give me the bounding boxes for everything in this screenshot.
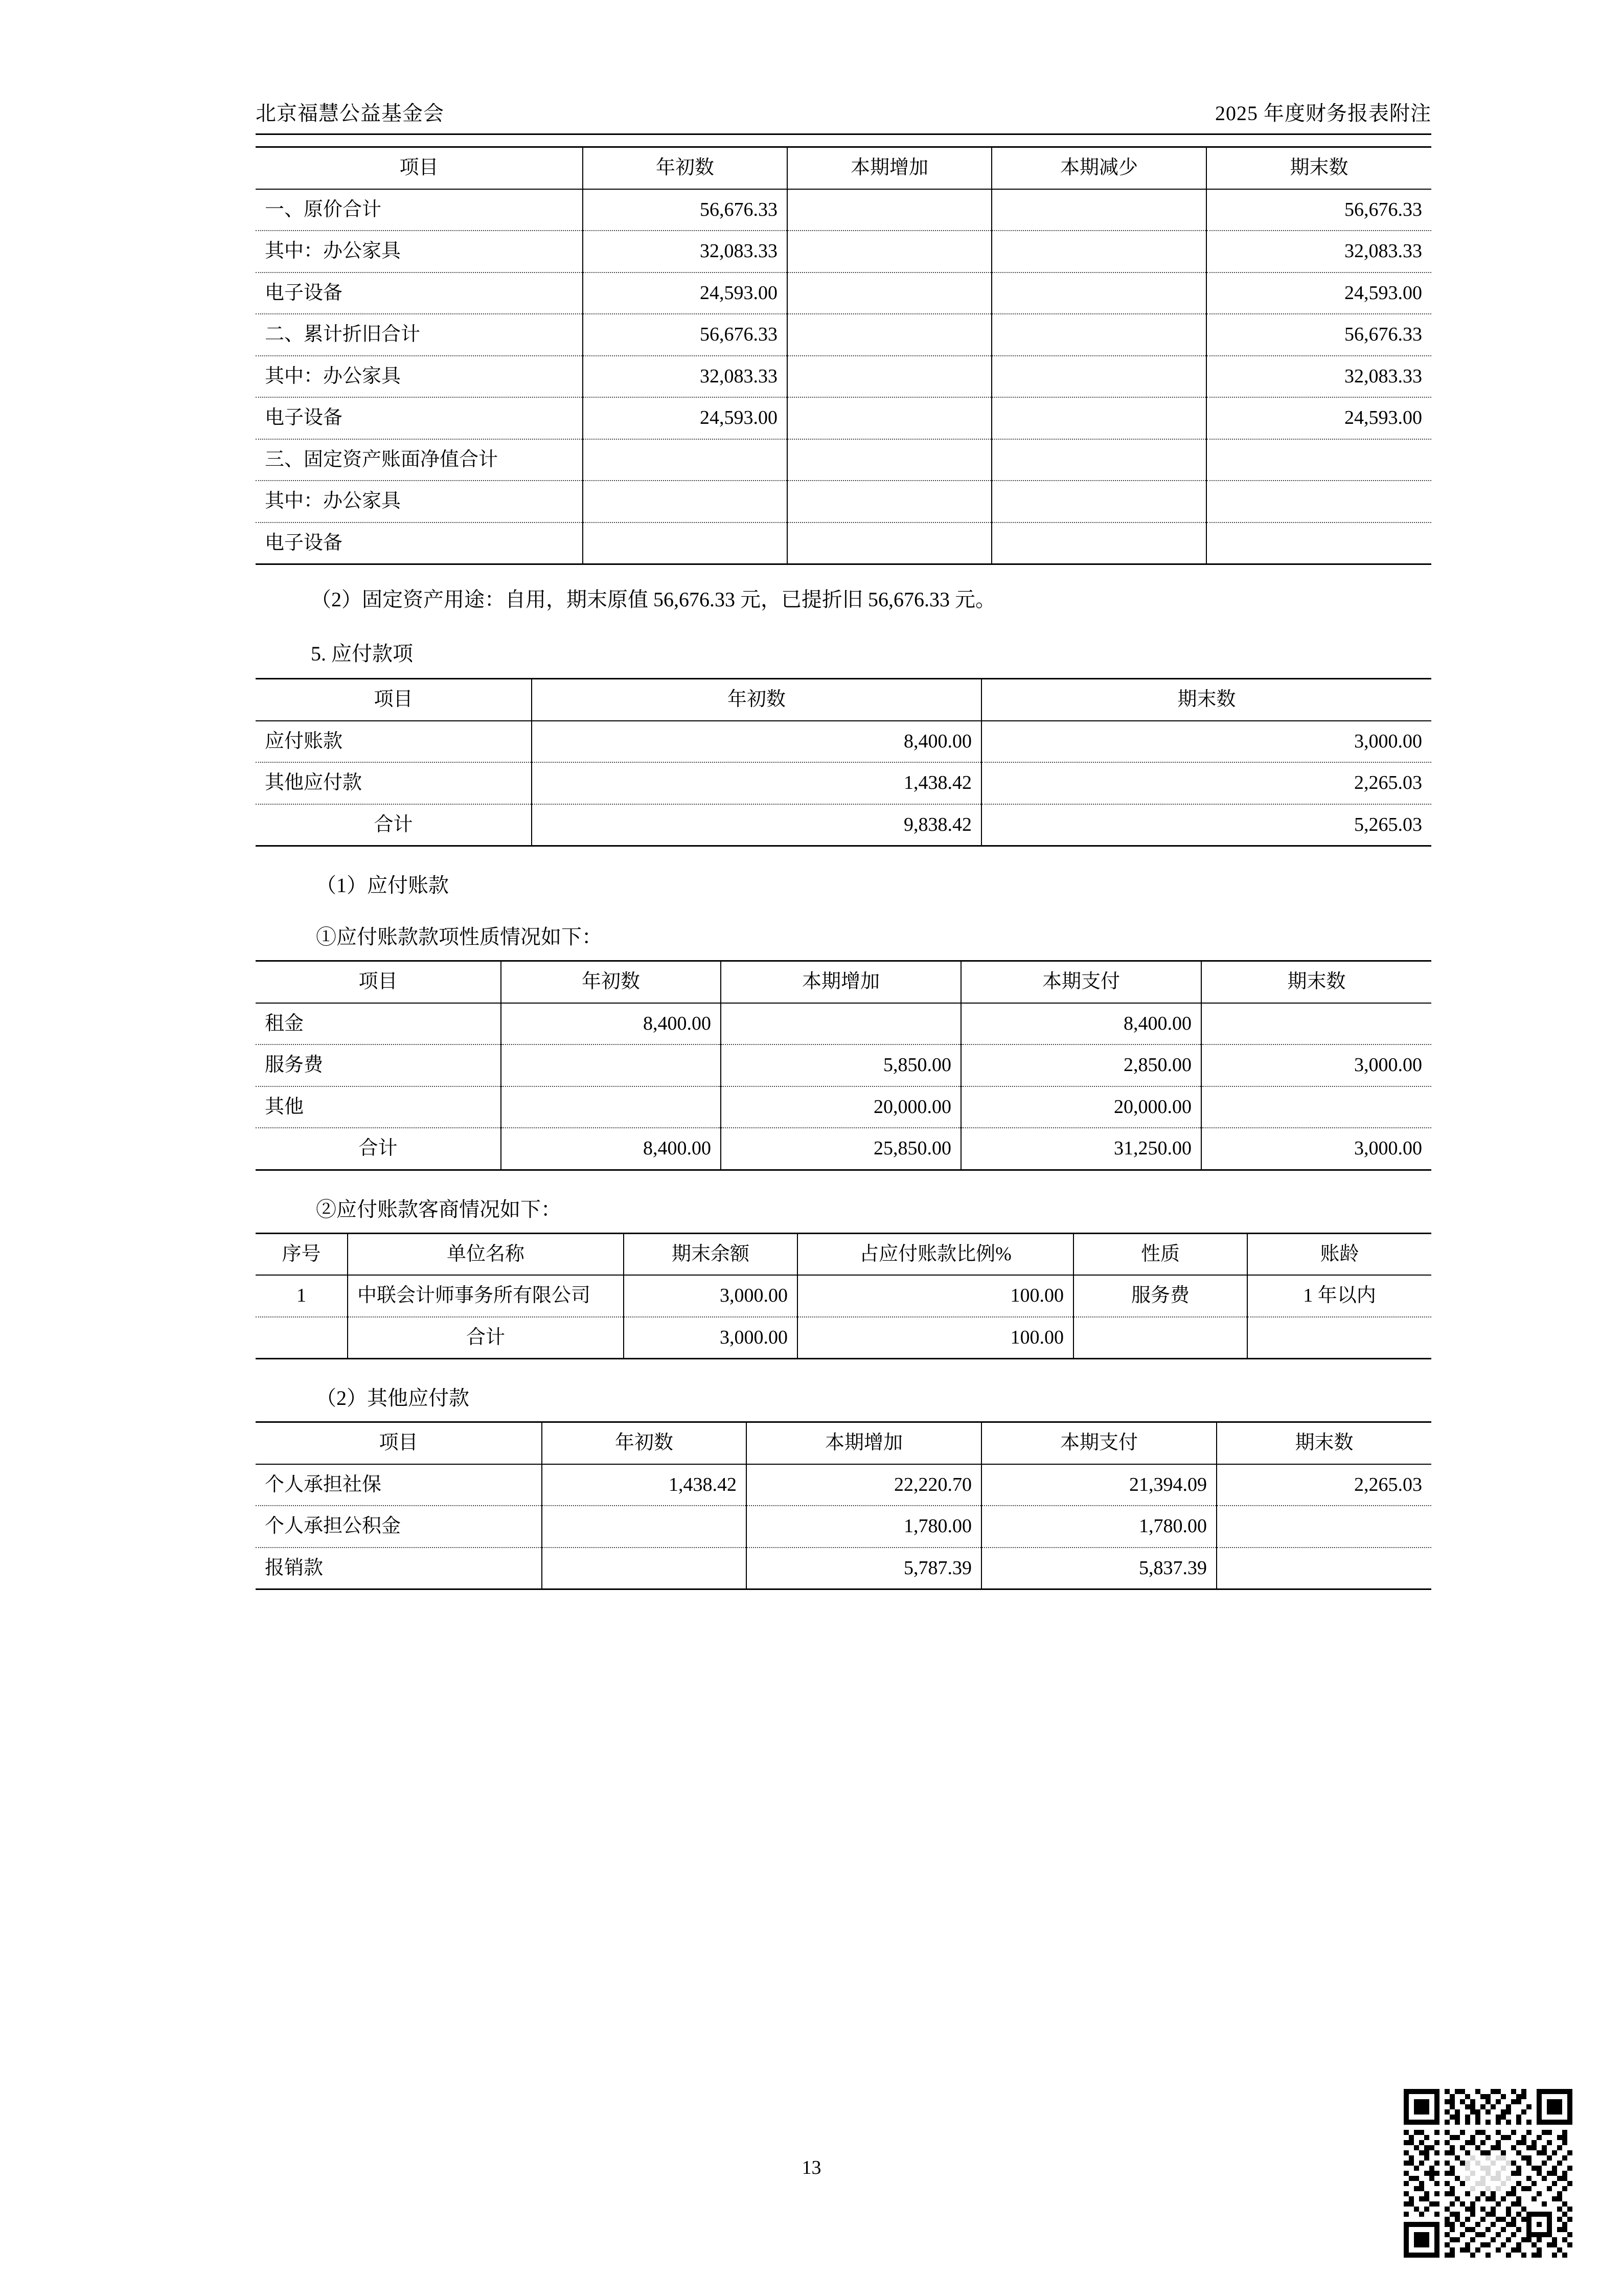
cell-increase (787, 189, 992, 231)
cell-end (1201, 1003, 1431, 1045)
table-row (256, 231, 1431, 272)
table-row (256, 1506, 1431, 1548)
fixed-assets-table (256, 146, 1431, 565)
cell-paid: 1,780.00 (981, 1506, 1217, 1548)
cell-decrease (992, 189, 1206, 231)
col-age: 账龄 (1247, 1233, 1431, 1275)
cell-item: 个人承担公积金 (256, 1506, 542, 1548)
cell-end (1206, 481, 1431, 522)
table-row (256, 314, 1431, 356)
cell-end (1201, 1086, 1431, 1128)
table-row (256, 1548, 1431, 1589)
table-row (256, 762, 1431, 804)
cell-increase: 20,000.00 (721, 1086, 961, 1128)
col-end: 期末数 (1201, 961, 1431, 1003)
cell-begin (542, 1506, 746, 1548)
cell-increase: 25,850.00 (721, 1128, 961, 1170)
cell-begin: 56,676.33 (583, 189, 787, 231)
table-header-row (256, 147, 1431, 189)
col-decrease: 本期减少 (992, 147, 1206, 189)
cell-item: 电子设备 (256, 522, 583, 564)
cell-item: 电子设备 (256, 272, 583, 314)
subsection-title-payable-vendor: ②应付账款客商情况如下： (316, 1197, 561, 1221)
table-row (256, 439, 1431, 481)
cell-begin: 56,676.33 (583, 314, 787, 356)
payables-summary-table (256, 678, 1431, 847)
col-increase: 本期增加 (787, 147, 992, 189)
cell-item: 个人承担社保 (256, 1464, 542, 1506)
col-ratio: 占应付账款比例% (797, 1233, 1073, 1275)
cell-begin: 1,438.42 (542, 1464, 746, 1506)
table-header-row (256, 1422, 1431, 1464)
cell-end: 32,083.33 (1206, 231, 1431, 272)
cell-ratio: 100.00 (797, 1275, 1073, 1317)
col-end: 期末数 (981, 679, 1431, 721)
cell-end (1206, 522, 1431, 564)
cell-begin: 24,593.00 (583, 272, 787, 314)
cell-begin (583, 522, 787, 564)
cell-ratio: 100.00 (797, 1317, 1073, 1359)
subsection-title-payable-nature: ①应付账款款项性质情况如下： (316, 925, 602, 948)
header-doc-title: 2025 年度财务报表附注 (1215, 102, 1431, 125)
cell-decrease (992, 314, 1206, 356)
cell-no: 1 (256, 1275, 348, 1317)
table-row (256, 356, 1431, 398)
cell-decrease (992, 272, 1206, 314)
table-row (256, 397, 1431, 439)
cell-increase: 5,850.00 (721, 1044, 961, 1086)
other-payables-table (256, 1421, 1431, 1590)
page-header (256, 97, 1431, 135)
cell-decrease (992, 231, 1206, 272)
table-header-row (256, 679, 1431, 721)
cell-begin (501, 1044, 721, 1086)
col-nature: 性质 (1073, 1233, 1247, 1275)
cell-paid: 8,400.00 (961, 1003, 1201, 1045)
col-paid: 本期支付 (981, 1422, 1217, 1464)
verification-qr-code (1404, 2089, 1572, 2258)
table-header-row (256, 961, 1431, 1003)
fixed-assets-usage-note: （2）固定资产用途：自用，期末原值 56,676.33 元，已提折旧 56,676.33 元。 (311, 588, 996, 611)
cell-item: 一、原价合计 (256, 189, 583, 231)
table-row (256, 1317, 1431, 1359)
cell-increase (787, 231, 992, 272)
cell-increase: 1,780.00 (746, 1506, 981, 1548)
cell-end (1217, 1506, 1431, 1548)
cell-vendor-name: 合计 (348, 1317, 624, 1359)
col-paid: 本期支付 (961, 961, 1201, 1003)
payables-nature-table (256, 960, 1431, 1171)
cell-item: 其他应付款 (256, 762, 532, 804)
cell-item: 其中：办公家具 (256, 356, 583, 398)
cell-item: 二、累计折旧合计 (256, 314, 583, 356)
cell-begin: 32,083.33 (583, 231, 787, 272)
cell-age: 1 年以内 (1247, 1275, 1431, 1317)
col-begin: 年初数 (501, 961, 721, 1003)
cell-item: 报销款 (256, 1548, 542, 1589)
col-end: 期末数 (1206, 147, 1431, 189)
table-row (256, 721, 1431, 763)
cell-begin: 8,400.00 (501, 1003, 721, 1045)
table-row (256, 1003, 1431, 1045)
cell-begin: 1,438.42 (532, 762, 981, 804)
cell-increase (787, 481, 992, 522)
col-increase: 本期增加 (746, 1422, 981, 1464)
cell-paid: 2,850.00 (961, 1044, 1201, 1086)
section-title-payables: 5. 应付款项 (311, 642, 413, 665)
col-item: 项目 (256, 1422, 542, 1464)
table-row (256, 522, 1431, 564)
cell-end: 3,000.00 (981, 721, 1431, 763)
cell-increase: 22,220.70 (746, 1464, 981, 1506)
cell-paid: 5,837.39 (981, 1548, 1217, 1589)
cell-increase (721, 1003, 961, 1045)
cell-end: 56,676.33 (1206, 314, 1431, 356)
cell-begin (501, 1086, 721, 1128)
cell-increase (787, 397, 992, 439)
cell-item: 租金 (256, 1003, 501, 1045)
header-org-name: 北京福慧公益基金会 (256, 102, 444, 125)
cell-end: 2,265.03 (981, 762, 1431, 804)
cell-begin: 32,083.33 (583, 356, 787, 398)
cell-end (1217, 1548, 1431, 1589)
col-end-balance: 期末余额 (624, 1233, 797, 1275)
col-end: 期末数 (1217, 1422, 1431, 1464)
table-row (256, 1086, 1431, 1128)
table-row (256, 1464, 1431, 1506)
cell-end: 3,000.00 (1201, 1044, 1431, 1086)
cell-increase (787, 272, 992, 314)
cell-item: 服务费 (256, 1044, 501, 1086)
cell-end: 2,265.03 (1217, 1464, 1431, 1506)
cell-end: 24,593.00 (1206, 272, 1431, 314)
cell-paid: 21,394.09 (981, 1464, 1217, 1506)
table-row (256, 272, 1431, 314)
cell-increase (787, 314, 992, 356)
cell-increase (787, 439, 992, 481)
table-row (256, 1275, 1431, 1317)
col-begin: 年初数 (542, 1422, 746, 1464)
col-no: 序号 (256, 1233, 348, 1275)
table-row (256, 481, 1431, 522)
cell-item: 三、固定资产账面净值合计 (256, 439, 583, 481)
col-begin: 年初数 (583, 147, 787, 189)
col-vendor-name: 单位名称 (348, 1233, 624, 1275)
cell-decrease (992, 397, 1206, 439)
cell-item: 电子设备 (256, 397, 583, 439)
table-row (256, 1128, 1431, 1170)
cell-increase (787, 356, 992, 398)
col-item: 项目 (256, 147, 583, 189)
cell-age (1247, 1317, 1431, 1359)
table-row (256, 1044, 1431, 1086)
cell-begin: 8,400.00 (532, 721, 981, 763)
table-header-row (256, 1233, 1431, 1275)
cell-begin: 24,593.00 (583, 397, 787, 439)
col-item: 项目 (256, 679, 532, 721)
cell-end: 3,000.00 (1201, 1128, 1431, 1170)
cell-decrease (992, 439, 1206, 481)
col-item: 项目 (256, 961, 501, 1003)
table-row (256, 804, 1431, 846)
table-row (256, 189, 1431, 231)
cell-item: 合计 (256, 1128, 501, 1170)
cell-nature (1073, 1317, 1247, 1359)
cell-decrease (992, 481, 1206, 522)
cell-end-balance: 3,000.00 (624, 1317, 797, 1359)
col-increase: 本期增加 (721, 961, 961, 1003)
cell-increase (787, 522, 992, 564)
cell-paid: 20,000.00 (961, 1086, 1201, 1128)
cell-end (1206, 439, 1431, 481)
payables-vendor-table (256, 1233, 1431, 1360)
cell-begin (542, 1548, 746, 1589)
cell-item: 其中：办公家具 (256, 481, 583, 522)
cell-begin: 8,400.00 (501, 1128, 721, 1170)
cell-increase: 5,787.39 (746, 1548, 981, 1589)
subsection-title-accounts-payable: （1）应付账款 (316, 874, 449, 897)
subsection-title-other-payables: （2）其他应付款 (316, 1386, 469, 1410)
cell-item: 合计 (256, 804, 532, 846)
cell-end-balance: 3,000.00 (624, 1275, 797, 1317)
cell-decrease (992, 522, 1206, 564)
cell-end: 32,083.33 (1206, 356, 1431, 398)
cell-end: 24,593.00 (1206, 397, 1431, 439)
cell-end: 56,676.33 (1206, 189, 1431, 231)
cell-item: 其中：办公家具 (256, 231, 583, 272)
cell-end: 5,265.03 (981, 804, 1431, 846)
cell-begin (583, 481, 787, 522)
cell-decrease (992, 356, 1206, 398)
page-content (256, 97, 1431, 1590)
cell-begin: 9,838.42 (532, 804, 981, 846)
qr-code-graphic (1404, 2089, 1572, 2258)
cell-item: 应付账款 (256, 721, 532, 763)
cell-no (256, 1317, 348, 1359)
cell-begin (583, 439, 787, 481)
col-begin: 年初数 (532, 679, 981, 721)
cell-nature: 服务费 (1073, 1275, 1247, 1317)
cell-vendor-name: 中联会计师事务所有限公司 (348, 1275, 624, 1317)
page-number: 13 (802, 2157, 821, 2178)
cell-paid: 31,250.00 (961, 1128, 1201, 1170)
cell-item: 其他 (256, 1086, 501, 1128)
